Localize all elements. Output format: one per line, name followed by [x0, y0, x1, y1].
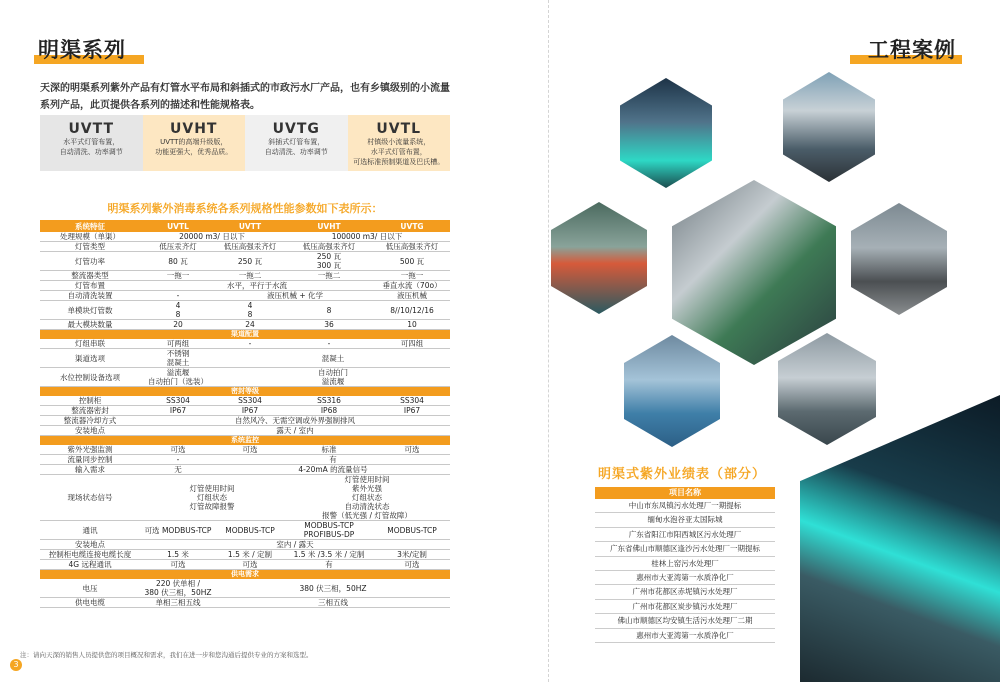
table-row	[40, 339, 450, 349]
cell: 无	[140, 465, 216, 475]
mode-name: UVTL	[376, 121, 422, 137]
cell	[216, 301, 284, 320]
section-label: 系统监控	[40, 436, 450, 446]
performance-table	[595, 487, 775, 643]
cell: 可选 MODBUS-TCP	[140, 521, 216, 540]
cell: 低压汞齐灯	[140, 242, 216, 252]
cell: 可四组	[374, 339, 450, 349]
cell: 1.5 米	[140, 550, 216, 560]
cell-line: 灯组状态	[196, 493, 227, 502]
cell: 20	[140, 320, 216, 330]
table-row	[40, 540, 450, 550]
section-label: 密封等级	[40, 387, 450, 397]
cell: SS304	[216, 396, 284, 406]
list-item: 广东省阳江市阳西城区污水处理厂	[595, 528, 775, 542]
cell-line: 不锈钢	[166, 349, 190, 358]
cell: 可选	[216, 445, 284, 455]
footnote: 注：请向天深的销售人员提供您的项目概况和需求，我们在进一步和您沟通后提供专业的方案和选型。	[20, 651, 313, 659]
row-label: 供电电缆	[40, 598, 140, 608]
table-row	[40, 445, 450, 455]
mode-desc: 水平式灯管布置，	[370, 148, 427, 156]
cell: 标准	[284, 445, 374, 455]
cell: 8//10/12/16	[374, 301, 450, 320]
cell: 380 伏三相，50HZ	[216, 579, 450, 598]
cell: 液压机械 + 化学	[216, 291, 374, 301]
row-label: 通讯	[40, 521, 140, 540]
cell: 1.5 米 /3.5 米 / 定制	[284, 550, 374, 560]
list-item: 广州市花都区赤坭镇污水处理厂	[595, 585, 775, 599]
cell: 低压高强汞齐灯	[284, 242, 374, 252]
table-row	[40, 301, 450, 320]
mode-name: UVHT	[170, 121, 218, 137]
cell: 自然风冷、无需空调或外界强制排风	[140, 416, 450, 426]
cell: 垂直水流（70o）	[374, 281, 450, 291]
cell-line: 250 瓦	[316, 252, 342, 261]
cell: 10	[374, 320, 450, 330]
table-row	[40, 320, 450, 330]
cell: 可选	[140, 445, 216, 455]
cell: 可选	[374, 560, 450, 570]
row-label: 灯组串联	[40, 339, 140, 349]
cell-line: 380 伏三相，50HZ	[144, 588, 212, 597]
cell: IP67	[374, 406, 450, 416]
left-title-bar	[38, 36, 126, 62]
page-number: 3	[10, 659, 22, 671]
cell: 可选	[140, 560, 216, 570]
cell: -	[140, 455, 216, 465]
row-label: 输入需求	[40, 465, 140, 475]
cell-line: 8	[175, 310, 181, 319]
table-row	[40, 281, 450, 291]
list-item: 广州市花都区炭步镇污水处理厂	[595, 600, 775, 614]
table-row	[40, 521, 450, 540]
row-label: 灯管布置	[40, 281, 140, 291]
table-row	[40, 252, 450, 271]
cell-line: 自动清洗状态	[344, 502, 390, 511]
cell-line: 报警（低光强 / 灯管故障）	[322, 511, 412, 520]
cell: 低压高强汞齐灯	[374, 242, 450, 252]
cell-line: 灯管使用时间	[189, 484, 235, 493]
list-item: 惠州市大亚湾第一水质净化厂	[595, 571, 775, 585]
header-cell: UVTL	[140, 220, 216, 232]
table-row	[40, 232, 450, 242]
row-label: 整流器冷却方式	[40, 416, 140, 426]
header-cell: UVTG	[374, 220, 450, 232]
cell: 一拖二	[284, 271, 374, 281]
row-label: 紫外光强监测	[40, 445, 140, 455]
cell: 可选	[216, 560, 284, 570]
section-row	[40, 387, 450, 397]
spec-table-title: 明渠系列紫外消毒系统各系列规格性能参数如下表所示：	[107, 202, 383, 215]
mode-name: UVTG	[272, 121, 320, 137]
table-row	[40, 242, 450, 252]
cell-line: 紫外光强	[351, 484, 382, 493]
cell: SS316	[284, 396, 374, 406]
list-item: 桂林上窑污水处理厂	[595, 557, 775, 571]
row-label: 自动清洗装置	[40, 291, 140, 301]
cell: 室内 / 露天	[140, 540, 450, 550]
cell	[140, 349, 216, 368]
fold-line	[548, 0, 549, 682]
page-title-cases: 工程案例	[868, 38, 956, 62]
table-row	[40, 475, 450, 521]
table-row	[40, 271, 450, 281]
row-label: 整流器类型	[40, 271, 140, 281]
table-row	[40, 560, 450, 570]
row-label: 渠道选项	[40, 349, 140, 368]
cell: 可两组	[140, 339, 216, 349]
cell: MODBUS-TCP	[374, 521, 450, 540]
cell: 液压机械	[374, 291, 450, 301]
list-item: 惠州市大亚湾第一水质净化厂	[595, 629, 775, 643]
cell	[284, 521, 374, 540]
row-label: 灯管功率	[40, 252, 140, 271]
cell: 一拖二	[216, 271, 284, 281]
cell: 36	[284, 320, 374, 330]
mode-desc: 水平式灯管布置，	[63, 138, 120, 146]
intro-text: 天深的明渠系列紫外产品有灯管水平布局和斜插式的市政污水厂产品，也有乡镇级别的小流量系列产品，此页提供各系列的描述和性能规格表。	[40, 83, 450, 111]
cell: 有	[216, 455, 450, 465]
header-cell: 系统特征	[40, 220, 140, 232]
row-label: 控制柜电缆连接电缆长度	[40, 550, 140, 560]
list-item: 广东省佛山市顺德区逢沙污水处理厂一期提标	[595, 542, 775, 556]
section-row	[40, 570, 450, 580]
performance-header: 项目名称	[595, 487, 775, 499]
cell: -	[216, 339, 284, 349]
cell: 一拖一	[140, 271, 216, 281]
right-title-bar	[868, 36, 956, 62]
cell: 三相五线	[216, 598, 450, 608]
cell: IP68	[284, 406, 374, 416]
table-row	[40, 598, 450, 608]
cell-line: 自动拍门	[318, 368, 348, 377]
cell: 一拖一	[374, 271, 450, 281]
cell-line: 灯组状态	[351, 493, 382, 502]
cell	[140, 368, 216, 387]
cell-line: 220 伏单相 /	[155, 579, 201, 588]
cell-line: 自动拍门（选装）	[148, 377, 208, 386]
cell: 250 瓦	[216, 252, 284, 271]
cell: 500 瓦	[374, 252, 450, 271]
row-label: 4G 远程通讯	[40, 560, 140, 570]
cell: IP67	[216, 406, 284, 416]
cell: 80 瓦	[140, 252, 216, 271]
mode-uvtg	[245, 115, 348, 171]
table-row	[40, 579, 450, 598]
cell: MODBUS-TCP	[216, 521, 284, 540]
mode-desc: 村镇级小流量系统，	[367, 138, 431, 146]
cell: -	[284, 339, 374, 349]
cell: 单相三相五线	[140, 598, 216, 608]
cell: 20000 m3/ 日以下	[140, 232, 284, 242]
list-item: 中山市东凤镇污水处理厂一期提标	[595, 499, 775, 513]
cell: 有	[284, 560, 374, 570]
row-label: 处理规模（单渠）	[40, 232, 140, 242]
section-label: 供电需求	[40, 570, 450, 580]
table-header-row	[40, 220, 450, 232]
list-item: 佛山市顺德区均安镇生活污水处理厂二期	[595, 614, 775, 628]
series-modes	[40, 115, 450, 171]
row-label: 灯管类型	[40, 242, 140, 252]
row-label: 水位控制设备选项	[40, 368, 140, 387]
mode-desc: 功能更强大，优秀品质。	[155, 148, 233, 156]
cell	[140, 301, 216, 320]
cell: 露天 / 室内	[140, 426, 450, 436]
mode-uvht	[143, 115, 246, 171]
cell	[140, 579, 216, 598]
mode-desc: 自动清洗、功率调节	[264, 148, 328, 156]
table-row	[40, 349, 450, 368]
row-label: 安装地点	[40, 540, 140, 550]
cell: SS304	[374, 396, 450, 406]
performance-title: 明渠式紫外业绩表（部分）	[598, 467, 767, 482]
table-row	[40, 455, 450, 465]
cell: 混凝土	[216, 349, 450, 368]
cell: 1.5 米 / 定制	[216, 550, 284, 560]
section-label: 渠道配置	[40, 330, 450, 340]
row-label: 最大模块数量	[40, 320, 140, 330]
cell	[284, 475, 450, 521]
cell-line: 8	[247, 310, 253, 319]
cell: 低压高强汞齐灯	[216, 242, 284, 252]
cell: 3米/定制	[374, 550, 450, 560]
table-row	[40, 291, 450, 301]
cell: 4-20mA 的流量信号	[216, 465, 450, 475]
mode-desc: 斜插式灯管布置，	[268, 138, 325, 146]
table-row	[40, 416, 450, 426]
table-row	[40, 368, 450, 387]
cell: 8	[284, 301, 374, 320]
cell	[216, 368, 450, 387]
mode-desc: 可选标准预制渠道及巴氏槽。	[353, 158, 445, 166]
cell-line: 300 瓦	[316, 261, 342, 270]
cell-line: MODBUS-TCP	[304, 521, 354, 530]
cell	[284, 252, 374, 271]
cell: IP67	[140, 406, 216, 416]
cell-line: 混凝土	[166, 358, 190, 367]
table-row	[40, 550, 450, 560]
row-label: 控制柜	[40, 396, 140, 406]
table-row	[40, 396, 450, 406]
cell	[140, 475, 284, 521]
header-cell: UVHT	[284, 220, 374, 232]
row-label: 电压	[40, 579, 140, 598]
row-label: 整流器密封	[40, 406, 140, 416]
table-row	[40, 406, 450, 416]
cell: 24	[216, 320, 284, 330]
cell: 水平，平行于水流	[140, 281, 374, 291]
cell-line: 灯管使用时间	[344, 475, 390, 484]
row-label: 流量同步控制	[40, 455, 140, 465]
mode-desc: 自动清洗、功率调节	[59, 148, 123, 156]
cell: -	[140, 291, 216, 301]
cell-line: 4	[175, 301, 181, 310]
cell: 100000 m3/ 日以下	[284, 232, 450, 242]
page-title-mingqu: 明渠系列	[38, 38, 126, 62]
cell: SS304	[140, 396, 216, 406]
cell-line: 溢流堰	[166, 368, 190, 377]
spec-table	[40, 220, 450, 608]
list-item: 缅甸水泡谷亚太国际城	[595, 513, 775, 527]
mode-uvtl	[348, 115, 451, 171]
section-row	[40, 436, 450, 446]
cell-line: 溢流堰	[321, 377, 345, 386]
row-label: 现场状态信号	[40, 475, 140, 521]
table-row	[40, 426, 450, 436]
cell-line: PROFIBUS-DP	[303, 530, 355, 539]
cell: 可选	[374, 445, 450, 455]
row-label: 单模块灯管数	[40, 301, 140, 320]
header-cell: UVTT	[216, 220, 284, 232]
mode-name: UVTT	[68, 121, 115, 137]
mode-desc: UVTT的高端升级版，	[160, 138, 228, 146]
cell-line: 灯管故障报警	[189, 502, 235, 511]
table-row	[40, 465, 450, 475]
row-label: 安装地点	[40, 426, 140, 436]
mode-uvtt	[40, 115, 143, 171]
section-row	[40, 330, 450, 340]
cell-line: 4	[247, 301, 253, 310]
